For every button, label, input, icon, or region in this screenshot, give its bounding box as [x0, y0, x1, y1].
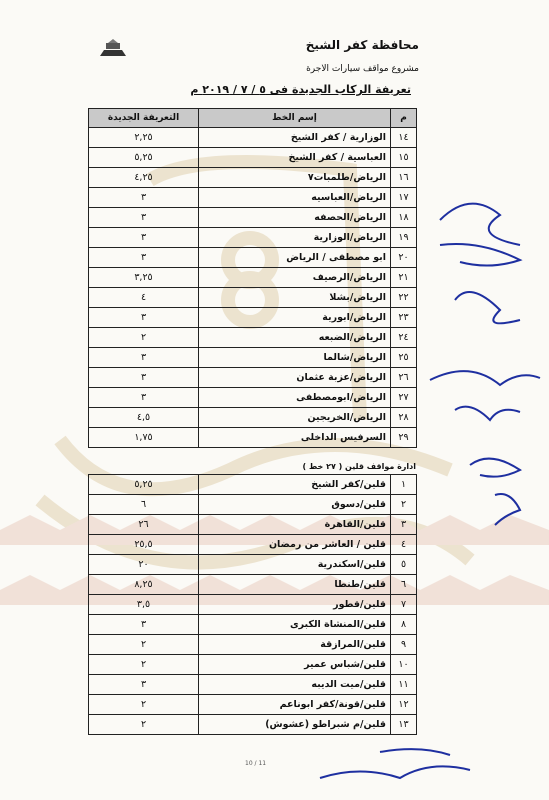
- row-number: ٧: [391, 595, 417, 615]
- line-name: الرياض/الخريجين: [199, 408, 391, 428]
- fare-value: ٢٦: [89, 515, 199, 535]
- line-name: الرياض/ابومصطفى: [199, 388, 391, 408]
- fare-value: ٤,٢٥: [89, 168, 199, 188]
- row-number: ١٨: [391, 208, 417, 228]
- row-number: ١٩: [391, 228, 417, 248]
- row-number: ٢٥: [391, 348, 417, 368]
- row-number: ٢١: [391, 268, 417, 288]
- fare-value: ٣: [89, 188, 199, 208]
- fare-value: ٣: [89, 308, 199, 328]
- line-name: قلين/دسوق: [199, 495, 391, 515]
- row-number: ٤: [391, 535, 417, 555]
- fare-value: ٢٠: [89, 555, 199, 575]
- row-number: ١: [391, 475, 417, 495]
- line-name: الرياض/عزبة عثمان: [199, 368, 391, 388]
- page-title: تعريفة الركاب الجديدة فى ٥ / ٧ / ٢٠١٩ م: [190, 83, 411, 96]
- fare-value: ٢: [89, 328, 199, 348]
- line-name: قلين/قطور: [199, 595, 391, 615]
- line-name: قلين/اسكندرية: [199, 555, 391, 575]
- row-number: ٦: [391, 575, 417, 595]
- row-number: ١٥: [391, 148, 417, 168]
- line-name: الرياض/الرصيف: [199, 268, 391, 288]
- fare-value: ٥,٢٥: [89, 475, 199, 495]
- fare-value: ٣: [89, 248, 199, 268]
- fare-value: ٢,٢٥: [89, 128, 199, 148]
- line-name: قلين/المنشاة الكبرى: [199, 615, 391, 635]
- row-number: ٢٨: [391, 408, 417, 428]
- row-number: ٨: [391, 615, 417, 635]
- row-number: ٣: [391, 515, 417, 535]
- line-name: قلين / العاشر من رمضان: [199, 535, 391, 555]
- row-number: ٥: [391, 555, 417, 575]
- line-name: قلين/م شبراطو (عشوش): [199, 715, 391, 735]
- fare-value: ٦: [89, 495, 199, 515]
- fare-value: ٣: [89, 615, 199, 635]
- fare-value: ٢: [89, 635, 199, 655]
- fare-value: ٣,٢٥: [89, 268, 199, 288]
- row-number: ٩: [391, 635, 417, 655]
- line-name: قلين/قونة/كفر ابوناعم: [199, 695, 391, 715]
- fare-value: ٣: [89, 208, 199, 228]
- fare-value: ٢: [89, 715, 199, 735]
- fare-value: ٣: [89, 368, 199, 388]
- line-name: الرياض/الوزارية: [199, 228, 391, 248]
- line-name: السرفيس الداخلى: [199, 428, 391, 448]
- row-number: ١٤: [391, 128, 417, 148]
- line-name: الرياض/بشلا: [199, 288, 391, 308]
- project-name: مشروع مواقف سيارات الاجرة: [306, 64, 419, 74]
- row-number: ٢٦: [391, 368, 417, 388]
- fare-value: ٤: [89, 288, 199, 308]
- row-number: ٢٠: [391, 248, 417, 268]
- line-name: قلين/المرازقة: [199, 635, 391, 655]
- line-name: قلين/طنطا: [199, 575, 391, 595]
- line-name: قلين/القاهرة: [199, 515, 391, 535]
- col-header-line: إسم الخط: [199, 109, 391, 128]
- line-name: قلين/شباس عمير: [199, 655, 391, 675]
- line-name: الرياض/الضبعه: [199, 328, 391, 348]
- fare-value: ٣: [89, 675, 199, 695]
- line-name: الرياض/الحصفه: [199, 208, 391, 228]
- col-header-number: م: [391, 109, 417, 128]
- fare-value: ٣: [89, 228, 199, 248]
- row-number: ١١: [391, 675, 417, 695]
- page-number: 10 / 11: [245, 760, 267, 767]
- row-number: ٢٤: [391, 328, 417, 348]
- row-number: ١٣: [391, 715, 417, 735]
- row-number: ٢٣: [391, 308, 417, 328]
- fare-value: ١,٧٥: [89, 428, 199, 448]
- row-number: ٢: [391, 495, 417, 515]
- row-number: ٢٩: [391, 428, 417, 448]
- row-number: ١٧: [391, 188, 417, 208]
- row-number: ١٢: [391, 695, 417, 715]
- line-name: الوزارية / كفر الشيخ: [199, 128, 391, 148]
- line-name: قلين/كفر الشيخ: [199, 475, 391, 495]
- row-number: ١٠: [391, 655, 417, 675]
- fare-value: ٤,٥: [89, 408, 199, 428]
- governorate-name: محافظة كفر الشيخ: [305, 38, 419, 52]
- fare-value: ٢٥,٥: [89, 535, 199, 555]
- line-name: ابو مصطفى / الرياض: [199, 248, 391, 268]
- section-title-qallin: ادارة مواقف قلين ( ٢٧ خط ): [302, 462, 416, 471]
- line-name: قلين/ميت الديبه: [199, 675, 391, 695]
- line-name: الرياض/العباسيه: [199, 188, 391, 208]
- fare-value: ٢: [89, 655, 199, 675]
- fare-value: ٣: [89, 348, 199, 368]
- row-number: ٢٧: [391, 388, 417, 408]
- fare-value: ٨,٢٥: [89, 575, 199, 595]
- line-name: الرياض/طلمبات٧: [199, 168, 391, 188]
- fare-value: ٣,٥: [89, 595, 199, 615]
- line-name: العباسية / كفر الشيخ: [199, 148, 391, 168]
- row-number: ٢٢: [391, 288, 417, 308]
- row-number: ١٦: [391, 168, 417, 188]
- fare-value: ٣: [89, 388, 199, 408]
- line-name: الرياض/شالما: [199, 348, 391, 368]
- fare-value: ٥,٢٥: [89, 148, 199, 168]
- fare-value: ٢: [89, 695, 199, 715]
- line-name: الرياض/ابورية: [199, 308, 391, 328]
- col-header-fare: التعريفة الجديدة: [89, 109, 199, 128]
